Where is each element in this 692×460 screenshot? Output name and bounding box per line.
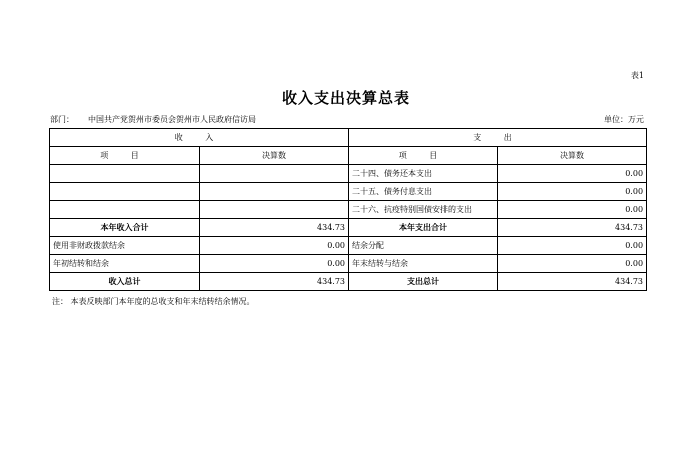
table-row	[50, 237, 647, 255]
department-label: 部门：	[50, 115, 74, 124]
income-label-cell	[50, 201, 200, 219]
income-label-cell: 使用非财政拨款结余	[50, 237, 200, 255]
income-amount-header: 决算数	[200, 147, 349, 165]
income-value-cell	[200, 183, 349, 201]
income-label-cell	[50, 165, 200, 183]
expense-item-header: 项 目	[349, 147, 498, 165]
expense-value-cell: 0.00	[498, 183, 647, 201]
department-name: 中国共产党贺州市委员会贺州市人民政府信访局	[88, 115, 256, 124]
table-row	[50, 183, 647, 201]
income-item-header: 项 目	[50, 147, 200, 165]
expense-section-header: 支 出	[349, 129, 647, 147]
income-value-cell: 0.00	[200, 255, 349, 273]
income-value-cell	[200, 165, 349, 183]
income-total-value: 434.73	[200, 273, 349, 291]
income-expense-table	[49, 128, 647, 291]
expense-value-cell: 0.00	[498, 237, 647, 255]
income-total-label: 收入总计	[50, 273, 200, 291]
expense-subtotal-label: 本年支出合计	[349, 219, 498, 237]
footnote: 注： 本表反映部门本年度的总收支和年末结转结余情况。	[52, 297, 255, 306]
expense-total-label: 支出总计	[349, 273, 498, 291]
section-header-row	[50, 129, 647, 147]
income-label-cell: 年初结转和结余	[50, 255, 200, 273]
expense-subtotal-value: 434.73	[498, 219, 647, 237]
income-label-cell	[50, 183, 200, 201]
table-number: 表1	[630, 71, 644, 80]
total-row	[50, 273, 647, 291]
expense-label-cell: 二十六、抗疫特别国债安排的支出	[349, 201, 498, 219]
subtotal-row	[50, 219, 647, 237]
income-value-cell	[200, 201, 349, 219]
department-line	[50, 114, 256, 125]
expense-value-cell: 0.00	[498, 165, 647, 183]
column-header-row	[50, 147, 647, 165]
expense-label-cell: 二十四、债务还本支出	[349, 165, 498, 183]
table-row	[50, 201, 647, 219]
table-row	[50, 165, 647, 183]
unit-label: 单位：万元	[604, 115, 644, 124]
income-value-cell: 0.00	[200, 237, 349, 255]
income-section-header: 收 入	[50, 129, 349, 147]
expense-total-value: 434.73	[498, 273, 647, 291]
expense-amount-header: 决算数	[498, 147, 647, 165]
table-row	[50, 255, 647, 273]
income-subtotal-value: 434.73	[200, 219, 349, 237]
expense-label-cell: 结余分配	[349, 237, 498, 255]
report-title: 收入支出决算总表	[281, 89, 410, 107]
income-subtotal-label: 本年收入合计	[50, 219, 200, 237]
expense-value-cell: 0.00	[498, 201, 647, 219]
expense-label-cell: 年末结转与结余	[349, 255, 498, 273]
expense-value-cell: 0.00	[498, 255, 647, 273]
expense-label-cell: 二十五、债务付息支出	[349, 183, 498, 201]
